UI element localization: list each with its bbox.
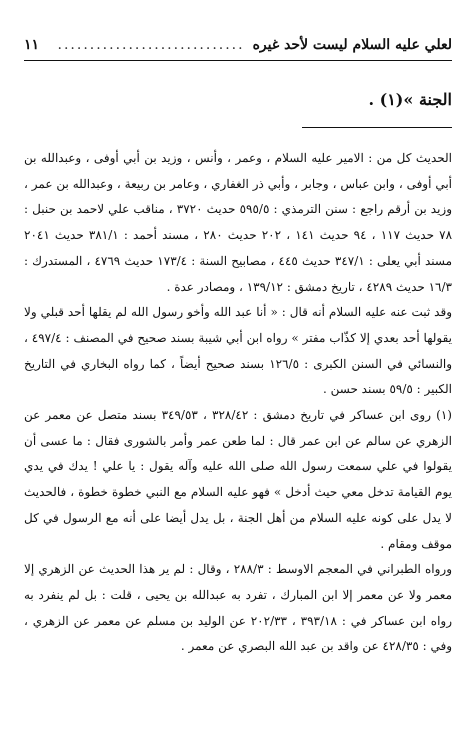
footnotes <box>24 146 452 660</box>
header-title: لعلي عليه السلام ليست لأحد غيره <box>252 37 452 53</box>
header-rule <box>24 60 452 61</box>
running-header <box>24 33 452 57</box>
footnote-paragraph: الحديث كل من : الامير عليه السلام ، وعمر ، وأنس ، وزيد بن أبي أوفى ، وعبدالله بن أبي أوفى ، وابن عباس ، وجابر ، وأبي ذر الغفاري ، وعامر بن ربيعة ، وعبدالله بن عمر ، وزيد بن أرقم راجع : سنن الترمذي : ٥٩٥/٥ حديث ٣٧٢٠ ، مناقب علي لاحمد بن حنبل : ٧٨ حديث ١١٧ ، ٩٤ حديث ١٤١ ، ٢٠٢ حديث ٢٨٠ ، مسند أحمد : ٣٨١/١ حديث ٢٠٤١ مسند أبي يعلى : ٣٤٧/١ حديث ٤٤٥ ، مصابيح السنة : ١٧٣/٤ حديث ٤٧٦٩ ، المستدرك : ١٦/٣ حديث ٤٢٨٩ ، تاريخ دمشق : ١٣٩/١٢ ، ومصادر عدة . <box>24 151 453 294</box>
footnote-paragraph: ورواه الطبراني في المعجم الاوسط : ٢٨٨/٣ ، وقال : لم ير هذا الحديث عن الزهري إلا معمر ولا عن معمر إلا ابن المبارك ، تفرد به عبدالله بن يحيى ، قلت : بل لم ينفرد به رواه ابن عساكر في : ٣٩٣/١٨ ، ٢٠٢/٣٣ عن الوليد بن مسلم عن معمر عن الزهري ، وفي : ٤٢٨/٣٥ عن واقد بن عبد الله البصري عن معمر . <box>24 562 452 654</box>
main-text-line: الجنة »(١) . <box>368 90 452 109</box>
footnote-paragraph: وقد ثبت عنه عليه السلام أنه قال : « أنا عبد الله وأخو رسول الله لم يقلها أحد قبلي ولا يقولها أحد بعدي إلا كذّاب مفتر » رواه ابن أبي شيبة بسند صحيح في المصنف : ٤٩٧/٤ ، والنسائي في السنن الكبرى : ١٢٦/٥ بسند صحيح أيضاً ، كما رواه البخاري في التاريخ الكبير : ٥٩/٥ بسند حسن . <box>24 305 453 397</box>
footnote-separator <box>302 127 452 128</box>
page-number: ١١ <box>24 37 40 53</box>
footnote-paragraph: (١) روى ابن عساكر في تاريخ دمشق : ٣٢٨/٤٢ ، ٣٤٩/٥٣ بسند متصل عن معمر عن الزهري عن سالم عن ابن عمر قال : لما طعن عمر وأمر بالشورى فقال : ما عسى أن يقولوا في علي سمعت رسول الله صلى الله عليه وآله يقول : يا علي ! يدك في يدي يوم القيامة تدخل معي حيث أدخل » فهو عليه السلام مع النبي خطوة خطوة ، فالحديث لا يدل على كونه عليه السلام من أهل الجنة ، بل يدل أيضا على أنه مع الرسول في كل موقف ومقام . <box>24 408 452 551</box>
header-dot-leader: ............................. <box>57 37 245 53</box>
